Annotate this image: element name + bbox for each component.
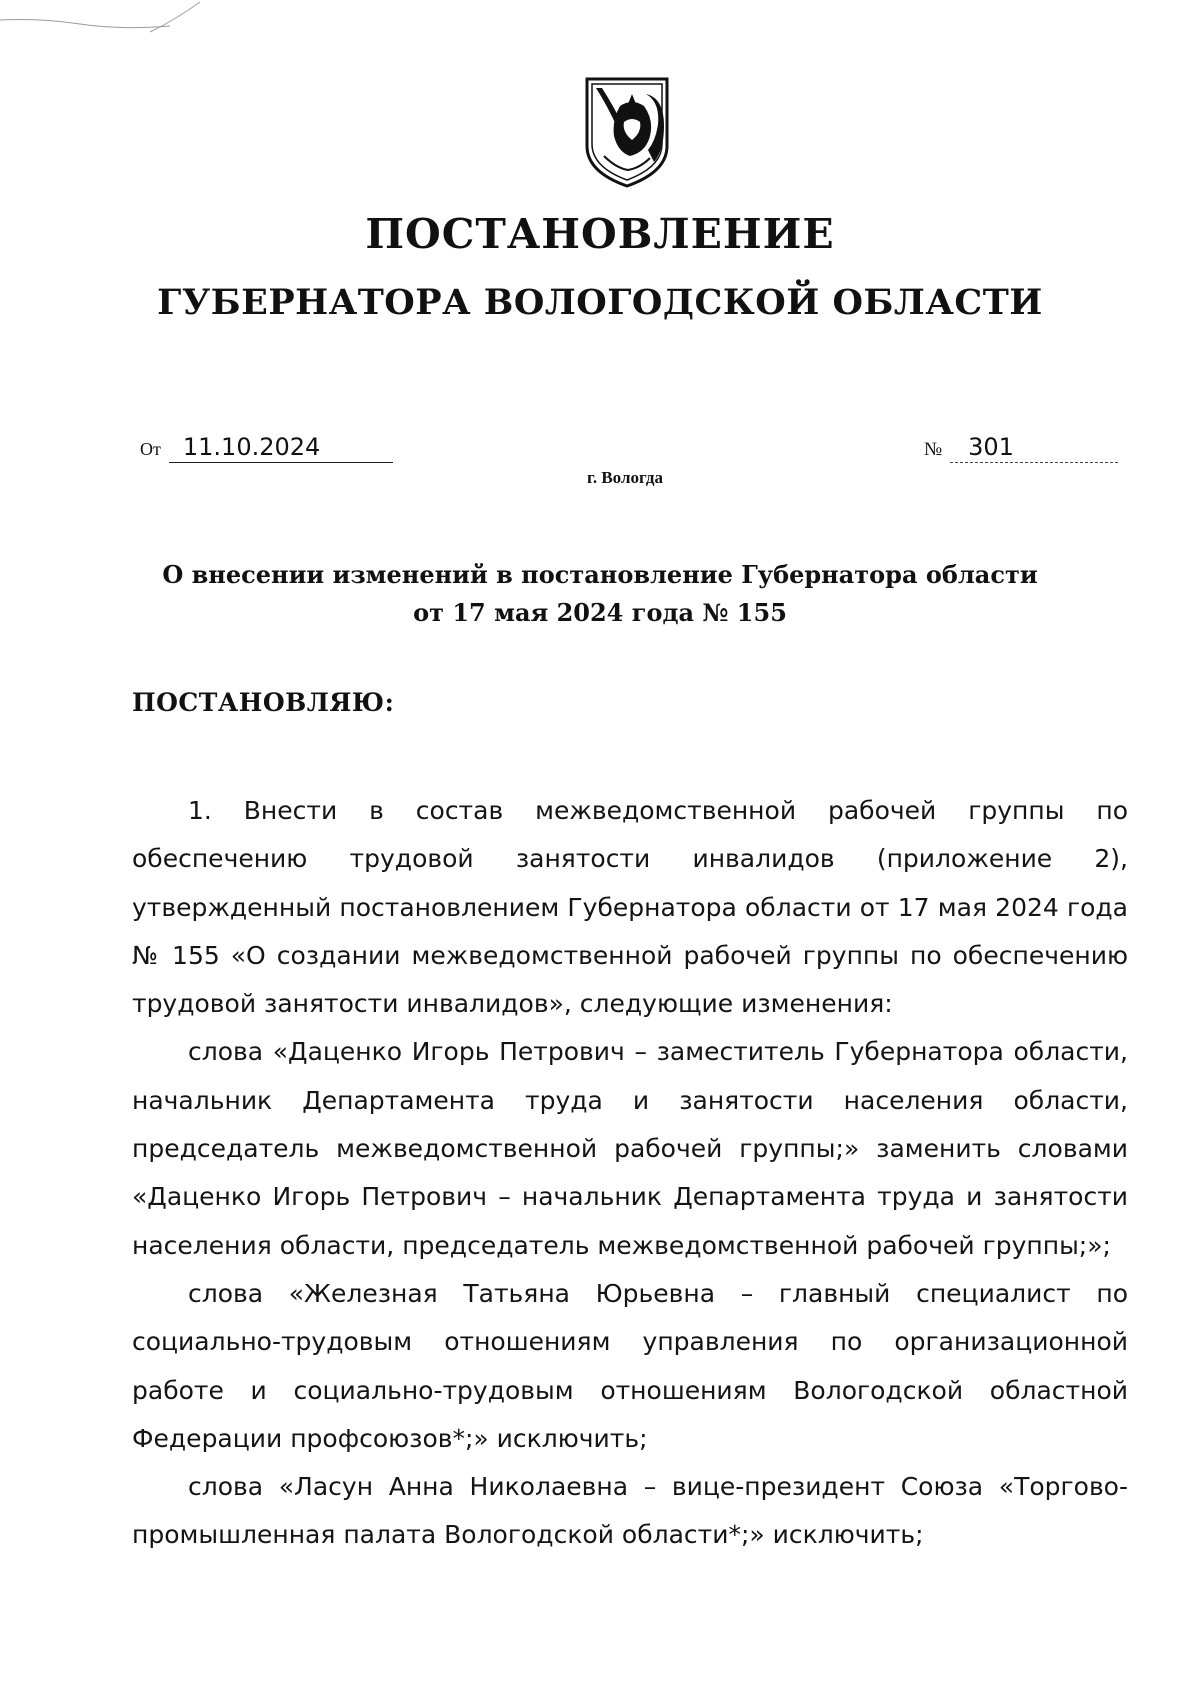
body-paragraph: слова «Даценко Игорь Петрович – заместитель Губернатора области, начальник Департамента труда и занятости населения области, председатель межведомственной рабочей группы;» заменить словами «Даценко Игорь Петрович – начальник Департамента труда и занятости населения области, председатель межведомственной рабочей группы;»; (132, 1037, 1128, 1260)
subject-line-1: О внесении изменений в постановление Губернатора области (162, 560, 1038, 589)
body-paragraph: 1. Внести в состав межведомственной рабочей группы по обеспечению трудовой занятости инвалидов (приложение 2), утвержденный постановлением Губернатора области от 17 мая 2024 года № 155 «О создании межведомственной рабочей группы по обеспечению трудовой занятости инвалидов», следующие изменения: (132, 796, 1128, 1019)
decree-heading: ПОСТАНОВЛЯЮ: (132, 688, 395, 717)
number-prefix: № (924, 439, 943, 460)
date-field (140, 432, 393, 463)
date-value: 11.10.2024 (169, 432, 393, 463)
number-value: 301 (950, 432, 1118, 463)
document-subject (0, 556, 1200, 632)
scan-artifact-lines (0, 0, 220, 40)
document-issuer: ГУБЕРНАТОРА ВОЛОГОДСКОЙ ОБЛАСТИ (157, 282, 1043, 323)
subject-line-2: от 17 мая 2024 года № 155 (413, 598, 787, 627)
number-field (924, 432, 1118, 463)
coat-of-arms-icon (584, 76, 670, 188)
date-prefix: От (140, 439, 161, 459)
document-title: ПОСТАНОВЛЕНИЕ (365, 210, 835, 258)
body-paragraph: слова «Железная Татьяна Юрьевна – главный специалист по социально-трудовым отношениям управления по организационной работе и социально-трудовым отношениям Вологодской областной Федерации профсоюзов*;» исключить; (132, 1278, 1128, 1453)
city-label: г. Вологда (587, 468, 663, 487)
document-body (132, 787, 1128, 1560)
body-paragraph: слова «Ласун Анна Николаевна – вице-президент Союза «Торгово-промышленная палата Вологодской области*;» исключить; (132, 1472, 1128, 1550)
